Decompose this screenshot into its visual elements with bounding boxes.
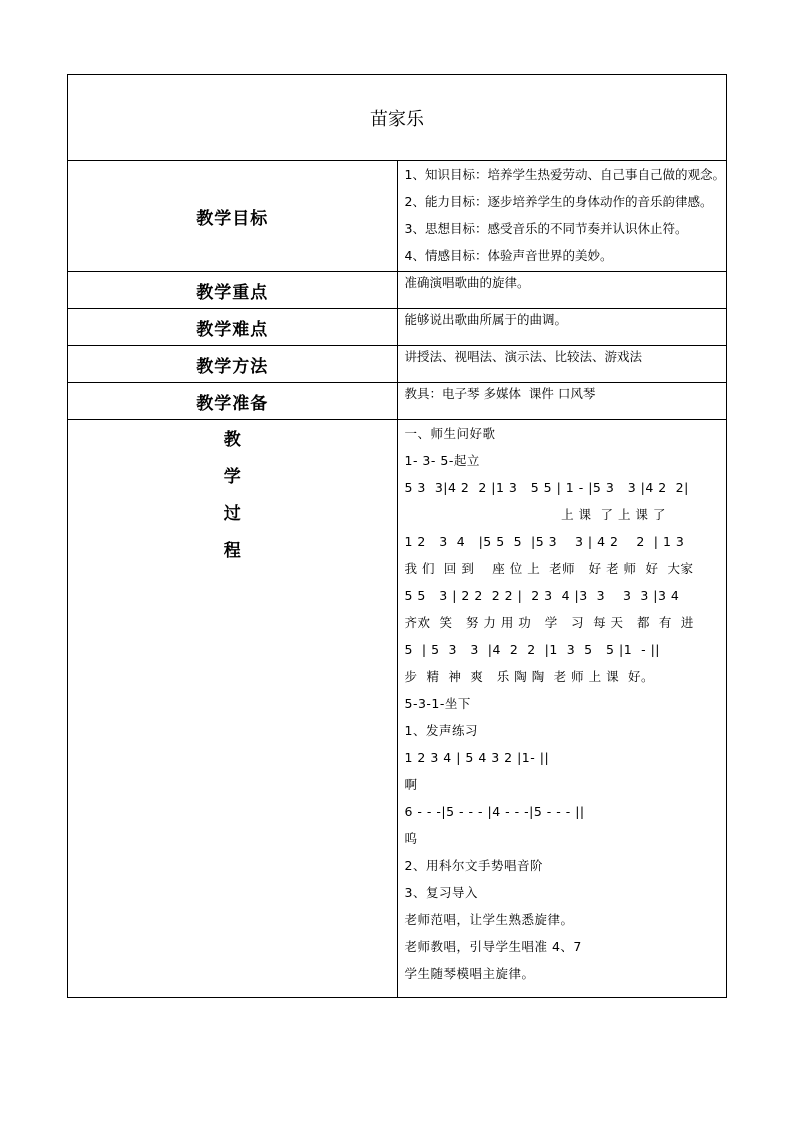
goal-item: 1、知识目标：培养学生热爱劳动、自己事自己做的观念。	[404, 167, 725, 182]
difficulties-content	[397, 309, 727, 346]
methods-text: 讲授法、视唱法、演示法、比较法、游戏法	[404, 349, 643, 364]
process-line: 一、师生问好歌	[404, 426, 496, 441]
process-label-char: 学	[223, 467, 241, 487]
methods-content	[397, 346, 727, 383]
difficulties-text: 能够说出歌曲所属于的曲调。	[404, 312, 568, 327]
notation-line: 5 | 5 3 3 |4 2 2 |1 3 5 5 |1 - ||	[404, 642, 660, 657]
lyrics-line: 步 精 神 爽 乐 陶 陶 老 师 上 课 好。	[404, 669, 655, 684]
key-points-text: 准确演唱歌曲的旋律。	[404, 275, 530, 290]
notation-line: 1 2 3 4 | 5 4 3 2 |1- ||	[404, 750, 550, 765]
key-points-label: 教学重点	[68, 272, 398, 309]
process-line: 3、复习导入	[404, 885, 478, 900]
process-content	[397, 420, 727, 998]
process-line: 1、发声练习	[404, 723, 478, 738]
difficulties-label: 教学难点	[68, 309, 398, 346]
preparation-label: 教学准备	[68, 383, 398, 420]
process-line: 2、用科尔文手势唱音阶	[404, 858, 543, 873]
process-line: 呜	[404, 831, 418, 846]
process-line: 老师范唱，让学生熟悉旋律。	[404, 912, 574, 927]
goal-item: 2、能力目标：逐步培养学生的身体动作的音乐韵律感。	[404, 194, 713, 209]
process-line: 1- 3- 5-起立	[404, 453, 480, 468]
process-label-char: 过	[223, 504, 241, 524]
process-line: 老师教唱，引导学生唱准 4、7	[404, 939, 582, 954]
notation-line: 5 3 3|4 2 2 |1 3 5 5 | 1 - |5 3 3 |4 2 2|	[404, 480, 689, 495]
process-line: 啊	[404, 777, 418, 792]
notation-line: 6 - - -|5 - - - |4 - - -|5 - - - ||	[404, 804, 585, 819]
key-points-content	[397, 272, 727, 309]
goal-item: 4、情感目标：体验声音世界的美妙。	[404, 248, 613, 263]
goals-content	[397, 161, 727, 272]
notation-line: 1 2 3 4 |5 5 5 |5 3 3 | 4 2 2 | 1 3	[404, 534, 685, 549]
goals-label: 教学目标	[68, 161, 398, 272]
goal-item: 3、思想目标：感受音乐的不同节奏并认识休止符。	[404, 221, 688, 236]
process-label-char: 教	[223, 430, 241, 450]
preparation-content	[397, 383, 727, 420]
process-line: 5-3-1-坐下	[404, 696, 471, 711]
lyrics-line: 上 课 了 上 课 了	[404, 507, 666, 522]
preparation-text: 教具：电子琴 多媒体 课件 口风琴	[404, 386, 596, 401]
lesson-plan-table	[67, 74, 727, 998]
methods-label: 教学方法	[68, 346, 398, 383]
lyrics-line: 我 们 回 到 座 位 上 老师 好 老 师 好 大家	[404, 561, 694, 576]
process-label-char: 程	[223, 541, 241, 561]
lyrics-line: 齐欢 笑 努 力 用 功 学 习 每 天 都 有 进	[404, 615, 694, 630]
notation-line: 5 5 3 | 2 2 2 2 | 2 3 4 |3 3 3 3 |3 4	[404, 588, 680, 603]
lesson-title: 苗家乐	[68, 75, 727, 161]
process-line: 学生随琴模唱主旋律。	[404, 966, 535, 981]
process-label	[68, 420, 398, 998]
